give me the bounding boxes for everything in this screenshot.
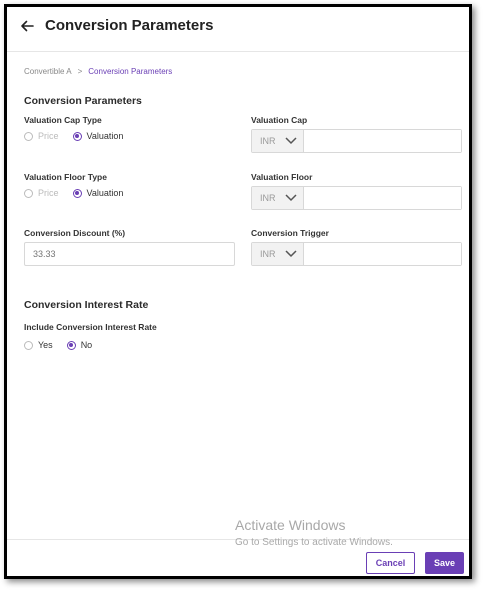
trigger-label: Conversion Trigger (251, 228, 329, 238)
radio-selected-icon (73, 132, 82, 141)
breadcrumb-separator: > (77, 67, 83, 76)
breadcrumb (24, 67, 172, 76)
discount-label: Conversion Discount (%) (24, 228, 126, 238)
cap-type-option-valuation-label: Valuation (86, 131, 124, 141)
cap-type-option-valuation[interactable] (73, 131, 124, 141)
breadcrumb-parent[interactable]: Convertible A (24, 67, 72, 76)
floor-type-radio-group (24, 188, 137, 198)
include-interest-option-no-label: No (80, 340, 93, 350)
cap-type-radio-group (24, 131, 137, 141)
floor-type-label: Valuation Floor Type (24, 172, 107, 182)
watermark-subtitle: Go to Settings to activate Windows. (235, 537, 393, 548)
cap-type-option-price-label: Price (38, 131, 59, 141)
breadcrumb-current: Conversion Parameters (88, 67, 173, 76)
discount-input[interactable] (24, 242, 235, 266)
floor-type-option-valuation-label: Valuation (86, 188, 124, 198)
conversion-parameters-panel (4, 4, 472, 579)
trigger-input[interactable] (304, 243, 461, 265)
include-interest-option-yes[interactable] (24, 340, 53, 350)
floor-type-option-price[interactable] (24, 188, 59, 198)
trigger-field (251, 242, 462, 266)
currency-value: INR (260, 136, 276, 146)
currency-value: INR (260, 249, 276, 259)
save-button[interactable]: Save (425, 552, 464, 574)
page-title: Conversion Parameters (45, 17, 214, 34)
include-interest-option-yes-label: Yes (38, 340, 53, 350)
cancel-button[interactable]: Cancel (366, 552, 415, 574)
radio-selected-icon (67, 341, 76, 350)
back-arrow-icon[interactable] (19, 18, 35, 34)
valuation-cap-label: Valuation Cap (251, 115, 308, 125)
include-interest-radio-group (24, 340, 106, 350)
floor-type-option-valuation[interactable] (73, 188, 124, 198)
floor-type-option-price-label: Price (38, 188, 59, 198)
valuation-floor-field (251, 186, 462, 210)
radio-unselected-icon (24, 132, 33, 141)
chevron-down-icon (285, 137, 297, 145)
chevron-down-icon (285, 250, 297, 258)
include-interest-option-no[interactable] (67, 340, 93, 350)
valuation-floor-currency-select[interactable] (252, 187, 304, 209)
currency-value: INR (260, 193, 276, 203)
radio-unselected-icon (24, 189, 33, 198)
valuation-cap-field (251, 129, 462, 153)
radio-unselected-icon (24, 341, 33, 350)
page-header (7, 7, 469, 52)
valuation-floor-input[interactable] (304, 187, 461, 209)
radio-selected-icon (73, 189, 82, 198)
include-interest-label: Include Conversion Interest Rate (24, 322, 157, 332)
watermark-title: Activate Windows (235, 517, 346, 533)
valuation-cap-currency-select[interactable] (252, 130, 304, 152)
section-heading-interest: Conversion Interest Rate (24, 299, 149, 311)
valuation-cap-input[interactable] (304, 130, 461, 152)
cap-type-label: Valuation Cap Type (24, 115, 102, 125)
chevron-down-icon (285, 194, 297, 202)
cap-type-option-price[interactable] (24, 131, 59, 141)
valuation-floor-label: Valuation Floor (251, 172, 313, 182)
trigger-currency-select[interactable] (252, 243, 304, 265)
section-heading-parameters: Conversion Parameters (24, 95, 142, 107)
